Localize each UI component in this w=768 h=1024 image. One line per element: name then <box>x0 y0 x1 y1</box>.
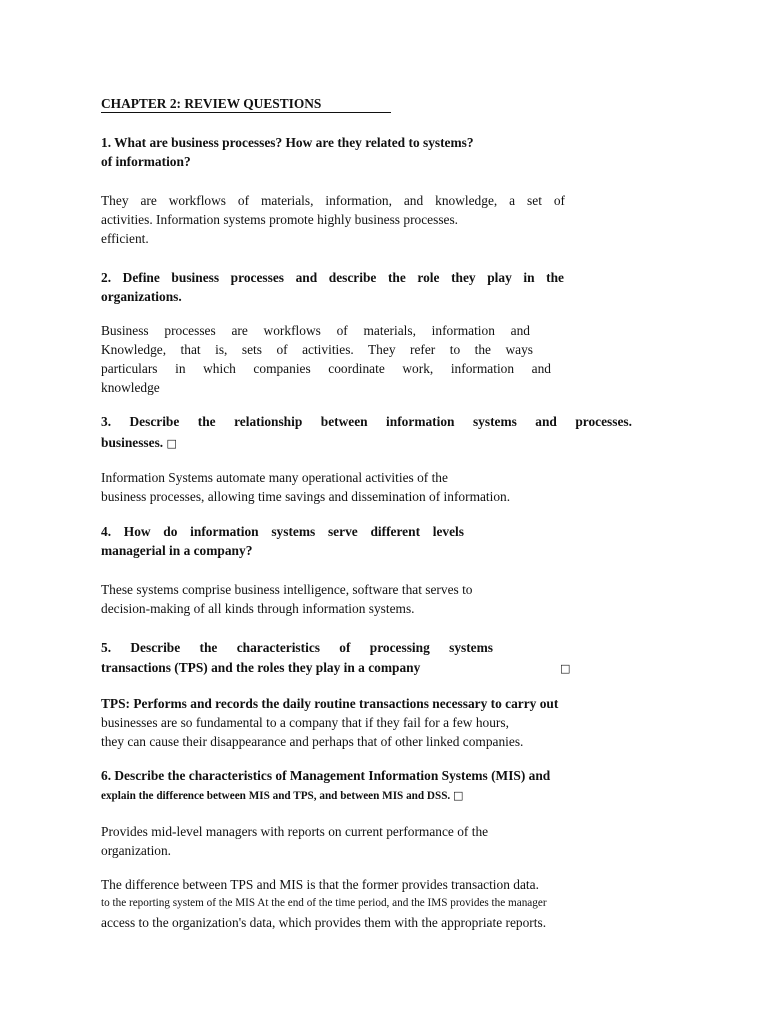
page-title: CHAPTER 2: REVIEW QUESTIONS <box>101 95 391 113</box>
answer-3-line-2: business processes, allowing time savings and dissemination of information. <box>101 489 511 504</box>
question-4-line-1: 4. How do information systems serve different levels <box>101 524 464 539</box>
answer-6b-line-1: The difference between TPS and MIS is that the former provides transaction data. <box>101 877 539 892</box>
answer-4-line-2: decision-making of all kinds through information systems. <box>101 601 415 616</box>
question-1-line-2: of information? <box>101 154 191 169</box>
answer-5-line-1: TPS: Performs and records the daily routine transactions necessary to carry out <box>101 696 559 711</box>
answer-1-line-1: They are workflows of materials, information, and knowledge, a set of <box>101 193 565 208</box>
answer-2-line-2: Knowledge, that is, sets of activities. They refer to the ways <box>101 342 533 357</box>
question-5-line-1: 5. Describe the characteristics of processing systems <box>101 640 493 655</box>
answer-2-line-1: Business processes are workflows of materials, information and <box>101 323 530 338</box>
answer-6b-line-3: access to the organization's data, which provides them with the appropriate reports. <box>101 915 547 930</box>
question-6-line-1: 6. Describe the characteristics of Management Information Systems (MIS) and <box>101 768 551 783</box>
answer-2-line-4: knowledge <box>101 380 160 395</box>
question-2-line-2: organizations. <box>101 289 182 304</box>
answer-1-line-2: activities. Information systems promote highly business processes. <box>101 212 459 227</box>
answer-5-line-2: businesses are so fundamental to a company that if they fail for a few hours, <box>101 715 509 730</box>
question-1-line-1: 1. What are business processes? How are they related to systems? <box>101 135 474 150</box>
question-6-line-2: explain the difference between MIS and TPS, and between MIS and DSS. □ <box>101 789 464 802</box>
unrendered-glyph-box: □ <box>560 662 571 675</box>
answer-4-line-1: These systems comprise business intelligence, software that serves to <box>101 582 473 597</box>
answer-5-line-3: they can cause their disappearance and perhaps that of other linked companies. <box>101 734 524 749</box>
question-2-line-1: 2. Define business processes and describe the role they play in the <box>101 270 564 285</box>
answer-3-line-1: Information Systems automate many operational activities of the <box>101 470 448 485</box>
answer-2-line-3: particulars in which companies coordinate work, information and <box>101 361 551 376</box>
question-4-line-2: managerial in a company? <box>101 543 253 558</box>
question-5-line-2: transactions (TPS) and the roles they play in a company <box>101 660 421 675</box>
answer-1-line-3: efficient. <box>101 231 149 246</box>
question-3-line-1: 3. Describe the relationship between information systems and processes. <box>101 414 632 429</box>
unrendered-glyph-box: □ <box>166 437 177 450</box>
answer-6b-line-2: to the reporting system of the MIS At the end of the time period, and the IMS provides the manager <box>101 897 547 909</box>
question-3-line-2: businesses. □ <box>101 435 177 450</box>
answer-6-line-2: organization. <box>101 843 172 858</box>
answer-6-line-1: Provides mid-level managers with reports on current performance of the <box>101 824 489 839</box>
unrendered-glyph-box: □ <box>453 789 464 802</box>
